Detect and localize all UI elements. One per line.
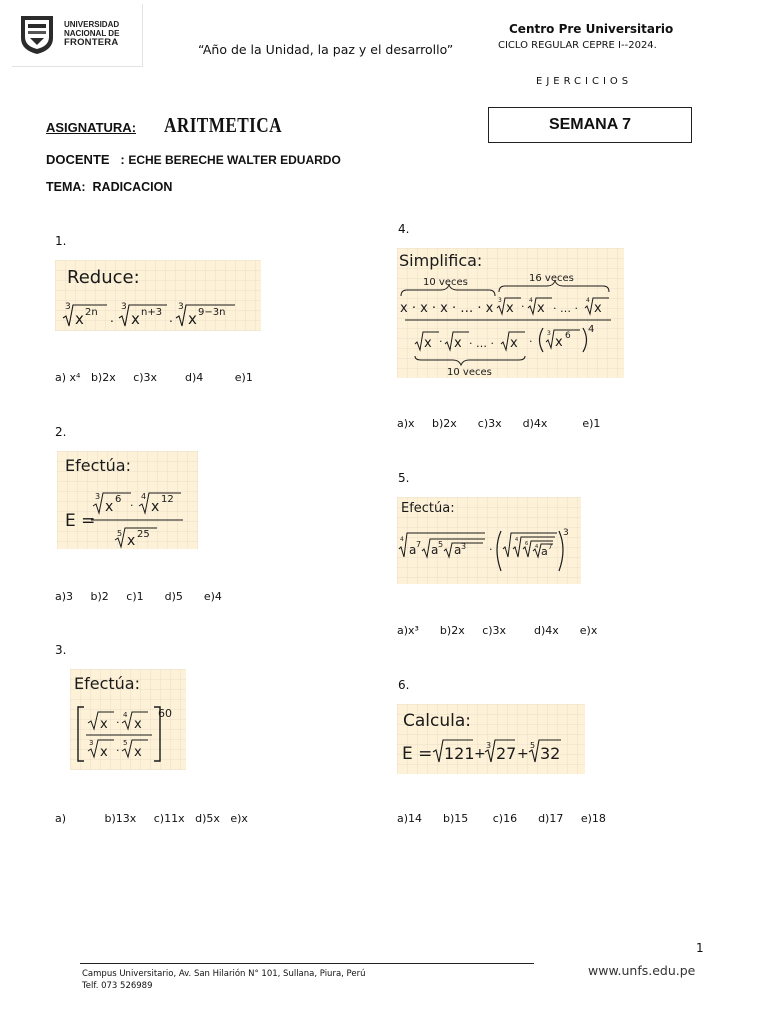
problem-2-formula [57, 451, 198, 549]
problem-options: a)14 b)15 c)16 d)17 e)18 [397, 812, 606, 825]
problem-options: a) x⁴ b)2x c)3x d)4 e)1 [55, 371, 253, 384]
problem-number: 1. [55, 234, 67, 248]
svg-text:4: 4 [529, 297, 533, 304]
svg-text:E =: E = [65, 511, 96, 531]
svg-text:.: . [169, 311, 173, 325]
svg-text:·: · [529, 335, 533, 348]
problem-3-panel [70, 669, 186, 770]
brace-label: 10 veces [423, 277, 468, 288]
problem-4-formula [397, 248, 624, 378]
year-motto: “Año de la Unidad, la paz y el desarrollo” [198, 42, 454, 57]
svg-text:a: a [431, 543, 439, 557]
svg-text:· … ·: · … · [469, 337, 494, 350]
brace-label: 16 veces [529, 273, 574, 284]
footer-website-link[interactable]: www.unfs.edu.pe [588, 963, 696, 978]
svg-text:4: 4 [586, 297, 590, 304]
svg-text:3: 3 [547, 330, 551, 337]
svg-text:x: x [537, 301, 545, 316]
svg-text:4: 4 [515, 537, 519, 543]
svg-text:x: x [151, 499, 160, 515]
svg-text:7: 7 [416, 540, 422, 549]
svg-text:7: 7 [548, 543, 553, 551]
crest-icon [18, 12, 56, 56]
svg-text:3: 3 [461, 542, 467, 551]
svg-text:· … ·: · … · [553, 302, 578, 315]
problem-instruction: Efectúa: [401, 501, 455, 516]
problem-5-panel [397, 497, 581, 584]
svg-text:a: a [409, 543, 417, 557]
svg-text:5: 5 [117, 529, 123, 538]
svg-text:3: 3 [89, 739, 94, 747]
svg-text:x: x [127, 533, 136, 549]
week-box [488, 107, 692, 143]
svg-text:3: 3 [121, 302, 127, 312]
footer-phone: Telf. 073 526989 [82, 981, 153, 991]
section-title: EJERCICIOS [536, 76, 633, 87]
logo-line: UNIVERSIDAD [64, 20, 120, 29]
svg-text:x: x [594, 301, 602, 316]
svg-text:3: 3 [498, 297, 502, 304]
svg-text:4: 4 [141, 492, 147, 501]
svg-text:9−3n: 9−3n [198, 307, 226, 318]
university-logo [12, 4, 143, 67]
svg-text:n+3: n+3 [141, 307, 163, 318]
svg-text:x: x [188, 310, 197, 328]
problem-4-panel [397, 248, 624, 378]
problem-3-formula [70, 669, 186, 770]
svg-text:·: · [130, 499, 134, 512]
teacher-label: DOCENTE : [46, 152, 129, 167]
svg-text:x: x [510, 336, 518, 351]
problem-number: 4. [398, 222, 410, 236]
svg-text:3: 3 [95, 492, 101, 501]
svg-text:x: x [506, 301, 514, 316]
problem-options: a)3 b)2 c)1 d)5 e)4 [55, 590, 222, 603]
problem-instruction: Simplifica: [399, 251, 483, 270]
svg-text:x: x [75, 310, 84, 328]
problem-2-panel [57, 451, 198, 549]
svg-text:x: x [105, 499, 114, 515]
footer-divider [80, 963, 534, 964]
svg-text:4: 4 [123, 711, 128, 719]
problem-number: 3. [55, 643, 67, 657]
brace-label: 10 veces [447, 367, 492, 378]
teacher-name: ECHE BERECHE WALTER EDUARDO [128, 153, 341, 167]
center-title: Centro Pre Universitario [509, 22, 674, 36]
logo-text [64, 20, 119, 47]
problem-instruction: Efectúa: [65, 456, 131, 475]
footer-address: Campus Universitario, Av. San Hilarión N° 101, Sullana, Piura, Perú [82, 969, 366, 979]
svg-text:6: 6 [115, 494, 122, 505]
svg-text:·: · [116, 744, 120, 757]
svg-text:E =: E = [402, 744, 433, 764]
teacher-row [46, 152, 341, 167]
svg-text:3: 3 [178, 302, 184, 312]
problem-1-formula [55, 260, 261, 331]
svg-text:4: 4 [588, 324, 595, 335]
svg-text:·: · [439, 335, 443, 348]
svg-text:x: x [131, 310, 140, 328]
svg-text:x: x [424, 336, 432, 351]
svg-text:+: + [474, 746, 486, 762]
page-number: 1 [696, 941, 704, 955]
svg-text:60: 60 [158, 707, 172, 720]
subject-label: ASIGNATURA: [46, 120, 137, 135]
problem-options: a) b)13x c)11x d)5x e)x [55, 812, 248, 825]
problem-instruction: Reduce: [67, 267, 140, 288]
problem-instruction: Efectúa: [74, 674, 140, 693]
topic-row [46, 180, 172, 194]
problem-6-panel [397, 704, 585, 774]
svg-text:5: 5 [530, 741, 536, 750]
problem-instruction: Calcula: [403, 711, 471, 731]
svg-text:5: 5 [438, 540, 444, 549]
svg-text:·: · [116, 716, 120, 729]
problem-6-formula [397, 704, 585, 774]
svg-text:.: . [110, 311, 114, 325]
problem-number: 5. [398, 471, 410, 485]
logo-line: FRONTERA [64, 37, 119, 48]
svg-text:2n: 2n [85, 307, 98, 318]
svg-text:3: 3 [486, 741, 492, 750]
svg-text:·: · [521, 300, 525, 313]
svg-text:x: x [454, 336, 462, 351]
problem-options: a)x b)2x c)3x d)4x e)1 [397, 417, 601, 430]
svg-text:3: 3 [563, 528, 569, 538]
problem-5-formula [397, 497, 581, 584]
svg-text:a: a [454, 543, 462, 557]
subject-name: ARITMETICA [164, 113, 282, 137]
svg-text:121: 121 [444, 744, 475, 763]
svg-text:3: 3 [65, 302, 71, 312]
svg-text:x: x [134, 717, 142, 732]
svg-text:6: 6 [525, 541, 529, 547]
svg-text:27: 27 [496, 744, 517, 763]
topic-name: RADICACION [92, 180, 173, 194]
svg-text:·: · [489, 543, 493, 556]
svg-text:x: x [134, 745, 142, 760]
svg-text:5: 5 [123, 739, 128, 747]
svg-text:x: x [100, 717, 108, 732]
svg-text:+: + [517, 746, 529, 762]
svg-text:x · x · x · … · x: x · x · x · … · x [400, 301, 494, 316]
problem-number: 6. [398, 678, 410, 692]
problem-options: a)x³ b)2x c)3x d)4x e)x [397, 624, 598, 637]
svg-text:25: 25 [137, 529, 150, 540]
cycle-label: CICLO REGULAR CEPRE I--2024. [498, 40, 657, 51]
footer-address-block [82, 968, 366, 992]
svg-text:4: 4 [535, 544, 539, 550]
svg-text:12: 12 [161, 494, 174, 505]
problem-number: 2. [55, 425, 67, 439]
week-label: SEMANA 7 [548, 116, 632, 133]
problem-1-panel [55, 260, 261, 331]
svg-text:32: 32 [540, 744, 561, 763]
topic-label: TEMA: [46, 180, 86, 194]
svg-text:4: 4 [400, 536, 404, 543]
svg-text:x: x [100, 745, 108, 760]
svg-text:x: x [555, 335, 563, 350]
svg-text:a: a [541, 545, 548, 558]
logo-line: NACIONAL DE [64, 29, 120, 38]
svg-text:6: 6 [565, 331, 571, 341]
